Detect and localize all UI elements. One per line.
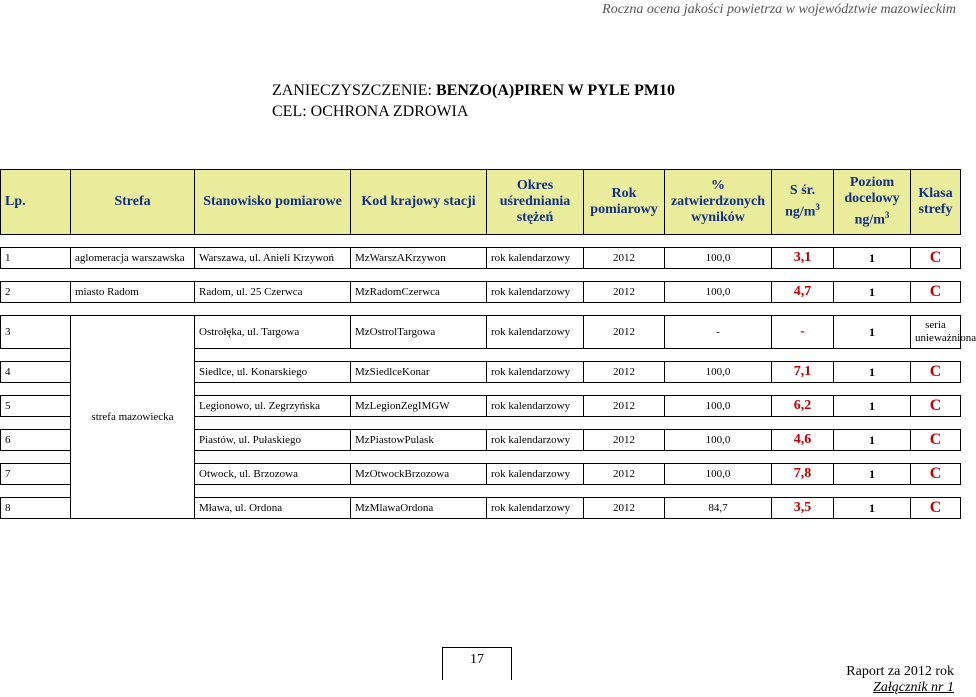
cell-lp: 1	[1, 248, 71, 269]
cell-poziom: 1	[834, 362, 911, 383]
cell-stanowisko: Siedlce, ul. Konarskiego	[195, 362, 351, 383]
cell-kod: MzRadomCzerwca	[351, 282, 487, 303]
cell-stanowisko: Ostrołęka, ul. Targowa	[195, 316, 351, 349]
table-row	[1, 282, 961, 303]
cell-ssr: 6,2	[772, 396, 834, 417]
cell-zatw: 100,0	[665, 464, 772, 485]
cell-strefa-merged: strefa mazowiecka	[71, 316, 195, 519]
cell-klasa: C	[911, 498, 961, 519]
cell-rok: 2012	[584, 362, 665, 383]
cell-kod: MzMlawaOrdona	[351, 498, 487, 519]
cell-poziom: 1	[834, 498, 911, 519]
cell-kod: MzWarszAKrzywon	[351, 248, 487, 269]
cell-okres: rok kalendarzowy	[487, 498, 584, 519]
header-okres: Okres uśredniania stężeń	[487, 170, 584, 235]
spacer-row	[1, 269, 961, 282]
cell-ssr: -	[772, 316, 834, 349]
cell-kod: MzSiedlceKonar	[351, 362, 487, 383]
title-block	[272, 80, 675, 122]
cell-klasa: seria unieważniona	[911, 316, 961, 349]
cell-zatw: 84,7	[665, 498, 772, 519]
cell-zatw: 100,0	[665, 282, 772, 303]
cell-poziom: 1	[834, 430, 911, 451]
cell-rok: 2012	[584, 498, 665, 519]
header-klasa: Klasa strefy	[911, 170, 961, 235]
cell-poziom: 1	[834, 316, 911, 349]
cell-strefa: aglomeracja warszawska	[71, 248, 195, 269]
cell-lp: 8	[1, 498, 71, 519]
pollutant-name: BENZO(A)PIREN W PYLE PM10	[435, 82, 675, 99]
cell-poziom: 1	[834, 464, 911, 485]
pollutant-prefix: ZANIECZYSZCZENIE:	[272, 82, 436, 99]
cell-ssr: 7,8	[772, 464, 834, 485]
header-strefa: Strefa	[71, 170, 195, 235]
cell-zatw: 100,0	[665, 362, 772, 383]
running-head: Roczna ocena jakości powietrza w województwie mazowieckim	[602, 2, 956, 17]
cell-poziom: 1	[834, 396, 911, 417]
cell-zatw: 100,0	[665, 396, 772, 417]
cell-lp: 7	[1, 464, 71, 485]
cell-okres: rok kalendarzowy	[487, 282, 584, 303]
cell-klasa: C	[911, 430, 961, 451]
page-number: 17	[442, 647, 512, 680]
cell-rok: 2012	[584, 248, 665, 269]
cell-lp: 4	[1, 362, 71, 383]
spacer-row	[1, 303, 961, 316]
results-table	[0, 169, 976, 519]
cell-klasa: C	[911, 396, 961, 417]
cell-stanowisko: Otwock, ul. Brzozowa	[195, 464, 351, 485]
header-lp: Lp.	[1, 170, 71, 235]
table-row	[1, 316, 961, 349]
cell-rok: 2012	[584, 396, 665, 417]
header-ssr: S śr. $ng/m^3$	[772, 170, 834, 235]
spacer-row	[1, 485, 961, 498]
cell-okres: rok kalendarzowy	[487, 248, 584, 269]
cell-klasa: C	[911, 282, 961, 303]
header-stanowisko: Stanowisko pomiarowe	[195, 170, 351, 235]
cell-klasa: C	[911, 248, 961, 269]
cell-okres: rok kalendarzowy	[487, 396, 584, 417]
cell-rok: 2012	[584, 430, 665, 451]
header-poziom: Poziom docelowy $ng/m^3$	[834, 170, 911, 235]
cell-ssr: 4,7	[772, 282, 834, 303]
cell-strefa: miasto Radom	[71, 282, 195, 303]
cell-ssr: 4,6	[772, 430, 834, 451]
cell-kod: MzPiastowPulask	[351, 430, 487, 451]
cell-lp: 5	[1, 396, 71, 417]
cell-lp: 2	[1, 282, 71, 303]
cell-okres: rok kalendarzowy	[487, 316, 584, 349]
cell-lp: 3	[1, 316, 71, 349]
cell-rok: 2012	[584, 316, 665, 349]
cell-ssr: 3,1	[772, 248, 834, 269]
cell-poziom: 1	[834, 282, 911, 303]
cell-ssr: 7,1	[772, 362, 834, 383]
pollutant-title	[272, 80, 675, 101]
cell-kod: MzOstrolTargowa	[351, 316, 487, 349]
table-row	[1, 248, 961, 269]
cell-rok: 2012	[584, 464, 665, 485]
header-rok: Rok pomiarowy	[584, 170, 665, 235]
cell-stanowisko: Legionowo, ul. Zegrzyńska	[195, 396, 351, 417]
spacer-row	[1, 349, 961, 362]
cell-zatw: 100,0	[665, 430, 772, 451]
header-kod: Kod krajowy stacji	[351, 170, 487, 235]
cell-rok: 2012	[584, 282, 665, 303]
cell-klasa: C	[911, 362, 961, 383]
spacer-row	[1, 451, 961, 464]
cell-zatw: 100,0	[665, 248, 772, 269]
header-row	[1, 170, 961, 235]
cell-ssr: 3,5	[772, 498, 834, 519]
goal-title: CEL: OCHRONA ZDROWIA	[272, 103, 469, 120]
cell-okres: rok kalendarzowy	[487, 430, 584, 451]
cell-stanowisko: Mława, ul. Ordona	[195, 498, 351, 519]
cell-zatw: -	[665, 316, 772, 349]
header-zatw: % zatwierdzonych wyników	[665, 170, 772, 235]
cell-poziom: 1	[834, 248, 911, 269]
cell-stanowisko: Piastów, ul. Pułaskiego	[195, 430, 351, 451]
cell-kod: MzOtwockBrzozowa	[351, 464, 487, 485]
spacer-row	[1, 383, 961, 396]
footer-right	[846, 664, 954, 696]
spacer-row	[1, 235, 961, 248]
cell-lp: 6	[1, 430, 71, 451]
annex-label: Załącznik nr 1	[873, 680, 954, 695]
cell-okres: rok kalendarzowy	[487, 362, 584, 383]
cell-kod: MzLegionZegIMGW	[351, 396, 487, 417]
cell-stanowisko: Radom, ul. 25 Czerwca	[195, 282, 351, 303]
cell-okres: rok kalendarzowy	[487, 464, 584, 485]
report-label: Raport za 2012 rok	[846, 664, 954, 679]
cell-klasa: C	[911, 464, 961, 485]
cell-stanowisko: Warszawa, ul. Anieli Krzywoń	[195, 248, 351, 269]
